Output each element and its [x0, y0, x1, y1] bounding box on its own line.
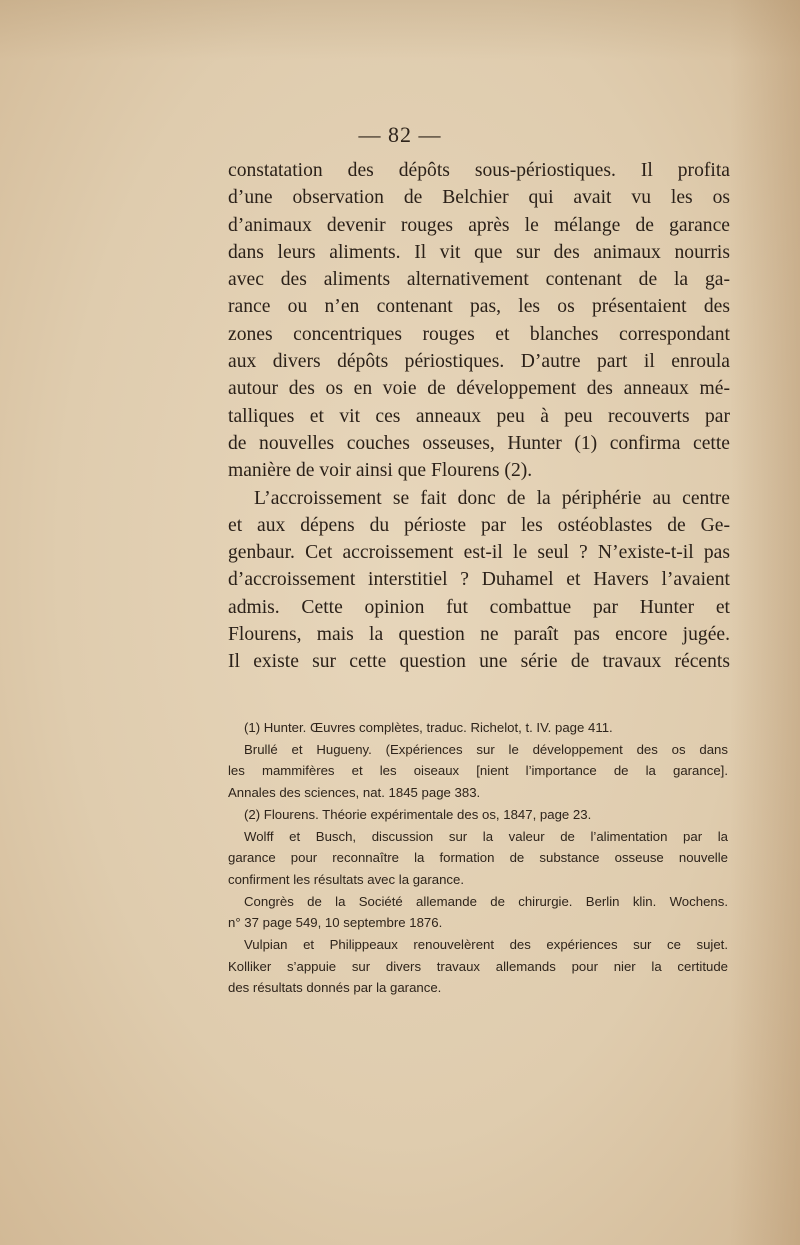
footnote-line: (1) Hunter. Œuvres complètes, traduc. Richelot, t. IV. page 411. — [244, 720, 613, 735]
text-line: dans leurs aliments. Il vit que sur des animaux nourris — [228, 241, 730, 263]
footnote-line: Annales des sciences, nat. 1845 page 383. — [228, 785, 481, 801]
footnote-2 — [228, 804, 728, 826]
text-line: admis. Cette opinion fut combattue par Hunter et — [228, 596, 730, 618]
footnote-line: n° 37 page 549, 10 septembre 1876. — [228, 915, 443, 931]
text-line: rance ou n’en contenant pas, les os présentaient des — [228, 296, 730, 318]
text-line: talliques et vit ces anneaux peu à peu recouverts par — [228, 405, 730, 427]
footnote-line: les mammifères et les oiseaux [nient l’importance de la garance]. — [228, 763, 728, 779]
text-line: avec des aliments alternativement contenant de la ga- — [228, 269, 730, 291]
text-line: d’une observation de Belchier qui avait vu les os — [228, 187, 730, 209]
page-top-shadow — [0, 0, 800, 60]
footnote-line: Kolliker s’appuie sur divers travaux allemands pour nier la certitude — [228, 958, 728, 974]
footnote-line: garance pour reconnaître la formation de substance osseuse nouvelle — [228, 850, 728, 866]
footnote-line: Congrès de la Société allemande de chirurgie. Berlin klin. Wochens. — [244, 893, 728, 909]
text-line: Il existe sur cette question une série de travaux récents — [228, 651, 730, 673]
text-line: aux divers dépôts périostiques. D’autre part il enroula — [228, 351, 730, 373]
page-edge-shadow — [730, 0, 800, 1245]
footnote-line: confirment les résultats avec la garance. — [228, 871, 465, 887]
text-line: constatation des dépôts sous-périostiques. Il profita — [228, 160, 730, 181]
footnote-vulpian — [228, 934, 728, 999]
text-line: Flourens, mais la question ne paraît pas encore jugée. — [228, 624, 730, 646]
paragraph-1 — [228, 157, 730, 485]
page-number: — 82 — — [358, 122, 442, 147]
text-line: de nouvelles couches osseuses, Hunter (1) confirma cette — [228, 432, 730, 454]
footnote-brulle — [228, 739, 728, 804]
text-line: manière de voir ainsi que Flourens (2). — [228, 460, 533, 482]
footnote-line: Brullé et Hugueny. (Expériences sur le développement des os dans — [244, 741, 728, 757]
footnote-wolff — [228, 826, 728, 891]
text-line: autour des os en voie de développement des anneaux mé- — [228, 378, 730, 400]
footnote-line: Wolff et Busch, discussion sur la valeur de l’alimentation par la — [244, 828, 728, 844]
footnote-line: des résultats donnés par la garance. — [228, 980, 442, 996]
text-line: et aux dépens du périoste par les ostéoblastes de Ge- — [228, 514, 730, 536]
text-line: d’accroissement interstitiel ? Duhamel et Havers l’avaient — [228, 569, 730, 591]
body-text — [228, 157, 730, 676]
text-line: genbaur. Cet accroissement est-il le seul ? N’existe-t-il pas — [228, 542, 730, 564]
footnote-line: Vulpian et Philippeaux renouvelèrent des expériences sur ce sujet. — [244, 937, 728, 953]
paragraph-2 — [228, 485, 730, 676]
footnotes — [228, 717, 728, 999]
text-line: L’accroissement se fait donc de la périphérie au centre — [254, 487, 730, 509]
text-line: d’animaux devenir rouges après le mélange de garance — [228, 214, 730, 236]
footnote-line: (2) Flourens. Théorie expérimentale des os, 1847, page 23. — [244, 806, 592, 822]
footnote-1 — [228, 717, 728, 739]
text-line: zones concentriques rouges et blanches correspondant — [228, 323, 730, 345]
footnote-congres — [228, 891, 728, 934]
